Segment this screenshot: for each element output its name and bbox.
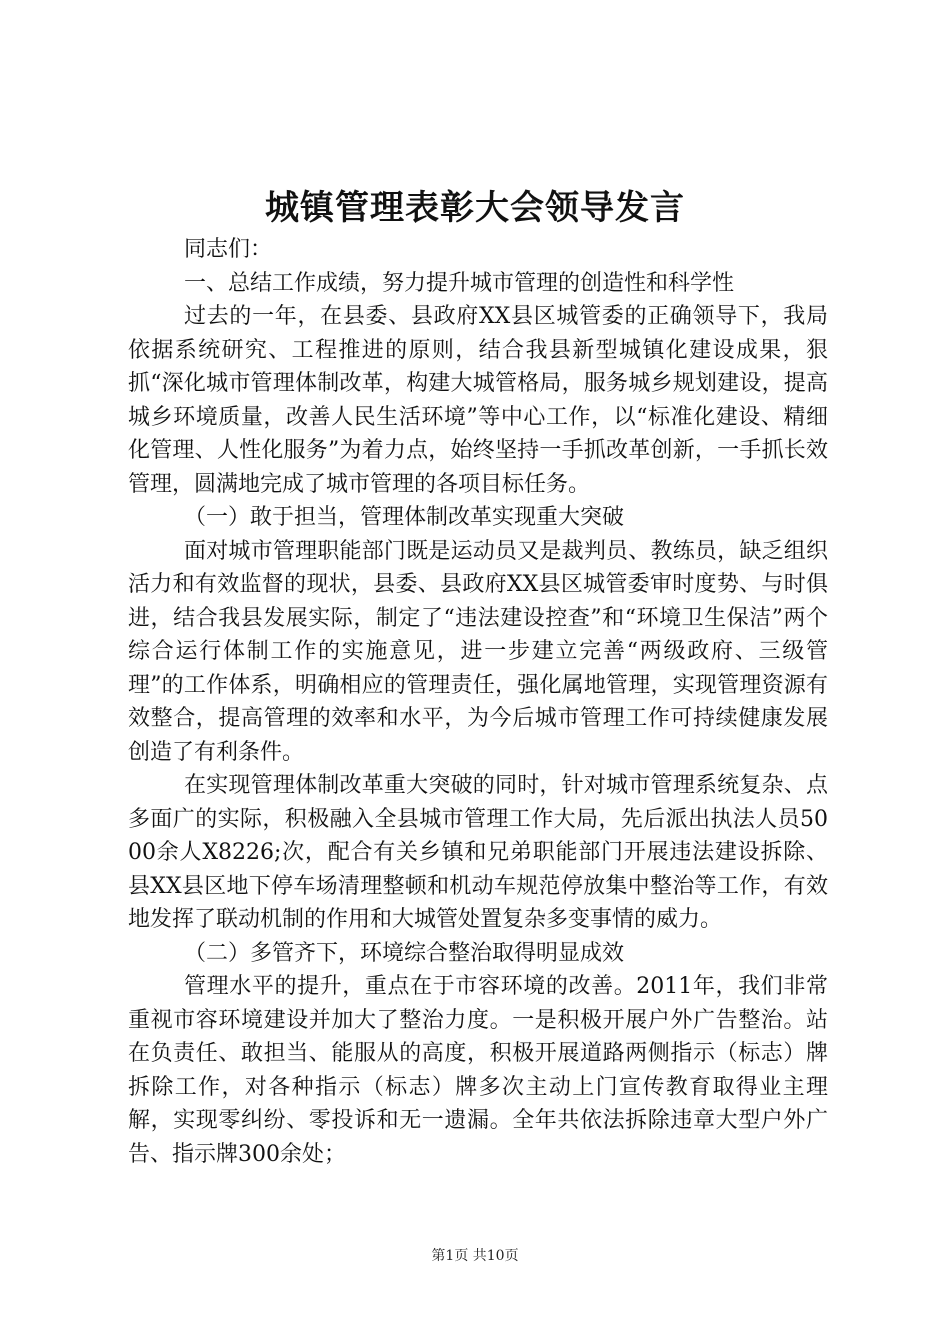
heading-section-1: 一、总结工作成绩，努力提升城市管理的创造性和科学性 [184, 270, 735, 296]
paragraph-summary: 过去的一年，在县委、县政府XX县区城管委的正确领导下，我局依据系统研究、工程推进的原则，结合我县新型城镇化建设成果，狠抓“深化城市管理体制改革，构建大城管格局，服务城乡规划建设，提高城乡环境质量，改善人民生活环境”等中心工作，以“标准化建设、精细化管理、人性化服务”为着力点，始终坚持一手抓改革创新，一手抓长效管理，圆满地完成了城市管理的各项目标任务。 [128, 304, 828, 497]
paragraph-salutation: 同志们： [184, 237, 273, 262]
heading-subsection-2: （二）多管齐下，环境综合整治取得明显成效 [184, 940, 625, 966]
document-title: 城镇管理表彰大会领导发言 [265, 188, 685, 228]
paragraph-environment: 管理水平的提升，重点在于市容环境的改善。2011年，我们非常重视市容环境建设并加大了整治力度。一是积极开展户外广告整治。站在负责任、敢担当、能服从的高度，积极开展道路两侧指示（标志）牌拆除工作，对各种指示（标志）牌多次主动上门宣传教育取得业主理解，实现零纠纷、零投诉和无一遗漏。全年共依法拆除违章大型户外广告、指示牌300余处； [128, 974, 828, 1167]
heading-subsection-1: （一）敢于担当，管理体制改革实现重大突破 [184, 505, 625, 530]
paragraph-reform: 面对城市管理职能部门既是运动员又是裁判员、教练员，缺乏组织活力和有效监督的现状，县委、县政府XX县区城管委审时度势、与时俱进，结合我县发展实际，制定了“违法建设控查”和“环境卫生保洁”两个综合运行体制工作的实施意见，进一步建立完善“两级政府、三级管理”的工作体系，明确相应的管理责任，强化属地管理，实现管理资源有效整合，提高管理的效率和水平，为今后城市管理工作可持续健康发展创造了有利条件。 [128, 538, 828, 765]
paragraph-joint-enforcement: 在实现管理体制改革重大突破的同时，针对城市管理系统复杂、点多面广的实际，积极融入全县城市管理工作大局，先后派出执法人员5000余人X8226;次，配合有关乡镇和兄弟职能部门开展违法建设拆除、县XX县区地下停车场清理整顿和机动车规范停放集中整治等工作，有效地发挥了联动机制的作用和大城管处置复杂多变事情的威力。 [128, 773, 828, 932]
page-footer: 第1页 共10页 [431, 1248, 519, 1264]
document-body [128, 233, 828, 1171]
